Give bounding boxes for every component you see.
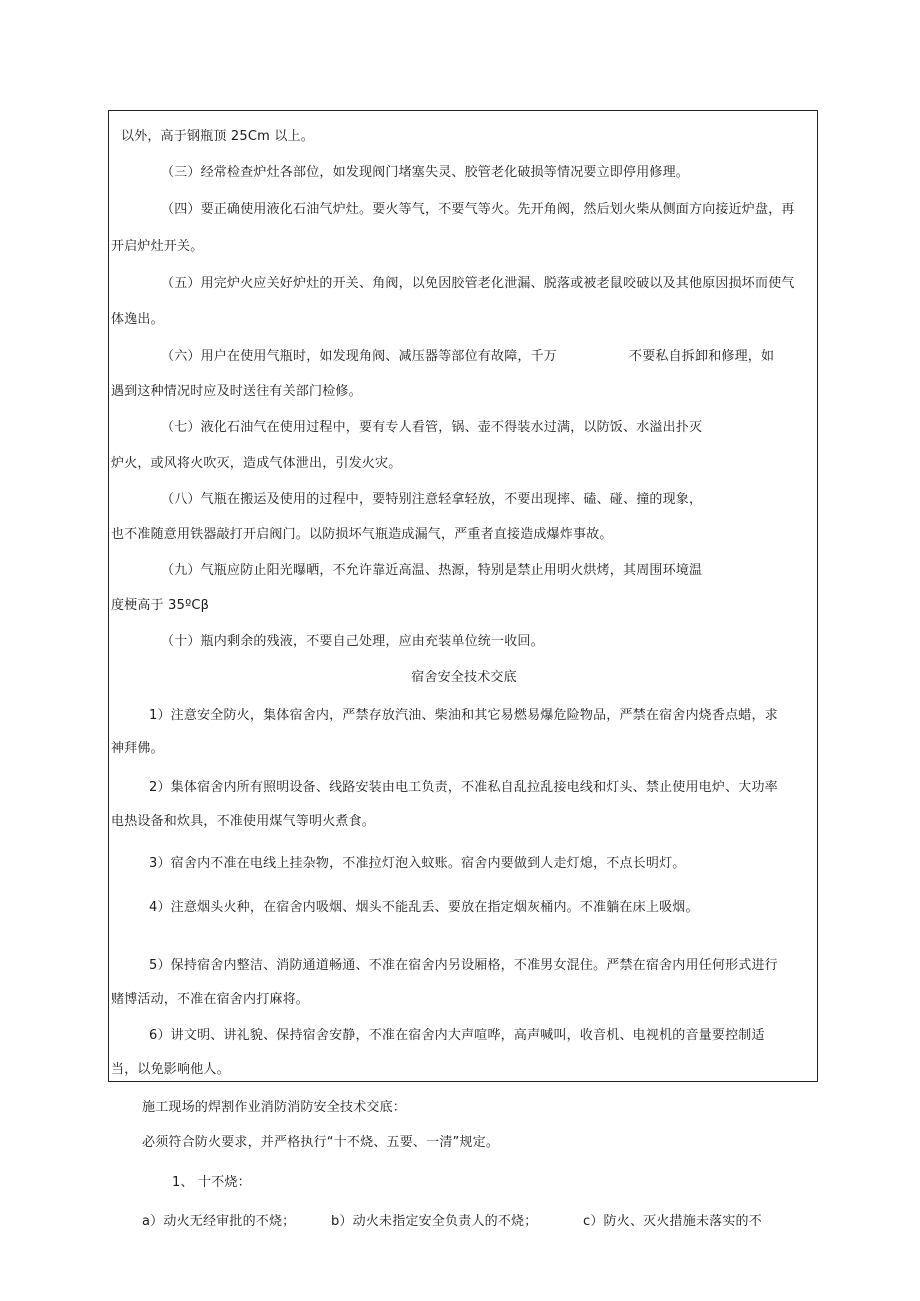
- text-line: （八）气瓶在搬运及使用的过程中，要特别注意轻拿轻放，不要出现摔、磕、碰、撞的现象，: [161, 492, 703, 507]
- text-line: （九）气瓶应防止阳光曝晒，不允许靠近高温、热源，特别是禁止用明火烘烤，其周围环境温: [161, 563, 703, 578]
- text-line: 遇到这种情况时应及时送往有关部门检修。: [111, 384, 362, 399]
- text-line: 度梗高于 35ºCβ: [111, 598, 210, 613]
- text-line: 6）讲文明、讲礼貌、保持宿舍安静，不准在宿舍内大声喧哗，高声喊叫，收音机、电视机的音量要控制适: [149, 1028, 765, 1043]
- text-line: 4）注意烟头火种，在宿舍内吸烟、烟头不能乱丢、要放在指定烟灰桶内。不准躺在床上吸烟。: [149, 900, 699, 915]
- text-line: 当，以免影响他人。: [111, 1062, 230, 1077]
- section-title: 宿舍安全技术交底: [411, 670, 517, 685]
- text-line: 5）保持宿舍内整洁、消防通道畅通、不准在宿舍内另设厢格，不准男女混住。严禁在宿舍内用任何形式进行: [149, 958, 778, 973]
- section-heading: 施工现场的焊割作业消防消防安全技术交底：: [142, 1100, 407, 1115]
- text-line: 神拜佛。: [111, 741, 164, 756]
- list-item: a）动火无经审批的不烧；: [142, 1214, 296, 1229]
- text-line: （六）用户在使用气瓶时，如发现角阀、减压器等部位有故障，千万: [161, 349, 558, 364]
- text-line: 1）注意安全防火，集体宿舍内，严禁存放汽油、柴油和其它易燃易爆危险物品，严禁在宿舍内烧香点蜡，求: [149, 708, 778, 723]
- text-line: （四）要正确使用液化石油气炉灶。要火等气，不要气等火。先开角阀，然后划火柴从侧面方向接近炉盘，再: [161, 202, 795, 217]
- text-line: （三）经常检查炉灶各部位，如发现阀门堵塞失灵、胶管老化破损等情况要立即停用修理。: [161, 165, 690, 180]
- list-title: 1、 十不烧：: [172, 1175, 251, 1190]
- text-line: 炉火，或风将火吹灭，造成气体泄出，引发火灾。: [111, 456, 402, 471]
- text-line: （五）用完炉火应关好炉灶的开关、角阀，以免因胶管老化泄漏、脱落或被老鼠咬破以及其他原因损坏而使气: [161, 276, 795, 291]
- text-line: 也不准随意用铁器敲打开启阀门。以防损坏气瓶造成漏气，严重者直接造成爆炸事故。: [111, 527, 613, 542]
- document-table-cell: [108, 110, 818, 1082]
- list-item: b）动火未指定安全负责人的不烧；: [331, 1214, 538, 1229]
- text-line: 3）宿舍内不准在电线上挂杂物，不准拉灯泡入蚊账。宿舍内要做到人走灯熄，不点长明灯。: [149, 856, 686, 871]
- list-item: c）防火、灭火措施未落实的不: [583, 1214, 762, 1229]
- text-line: （七）液化石油气在使用过程中，要有专人看管，锅、壶不得装水过满，以防饭、水溢出扑灭: [161, 420, 703, 435]
- text-line: 2）集体宿舍内所有照明设备、线路安装由电工负责，不准私自乱拉乱接电线和灯头、禁止使用电炉、大功率: [149, 780, 778, 795]
- text-line: 开启炉灶开关。: [111, 239, 204, 254]
- rule-text: 必须符合防火要求，并严格执行“十不烧、五要、一清”规定。: [142, 1135, 500, 1150]
- text-line: 以外，高于钢瓶顶 25Cm 以上。: [121, 129, 314, 144]
- text-line: 赌博活动，不准在宿舍内打麻将。: [111, 992, 310, 1007]
- text-line: 体逸出。: [111, 312, 164, 327]
- text-line: 电热设备和炊具，不准使用煤气等明火煮食。: [111, 814, 376, 829]
- text-line: 不要私自拆卸和修理，如: [629, 349, 775, 364]
- text-line: （十）瓶内剩余的残液，不要自己处理，应由充装单位统一收回。: [161, 634, 544, 649]
